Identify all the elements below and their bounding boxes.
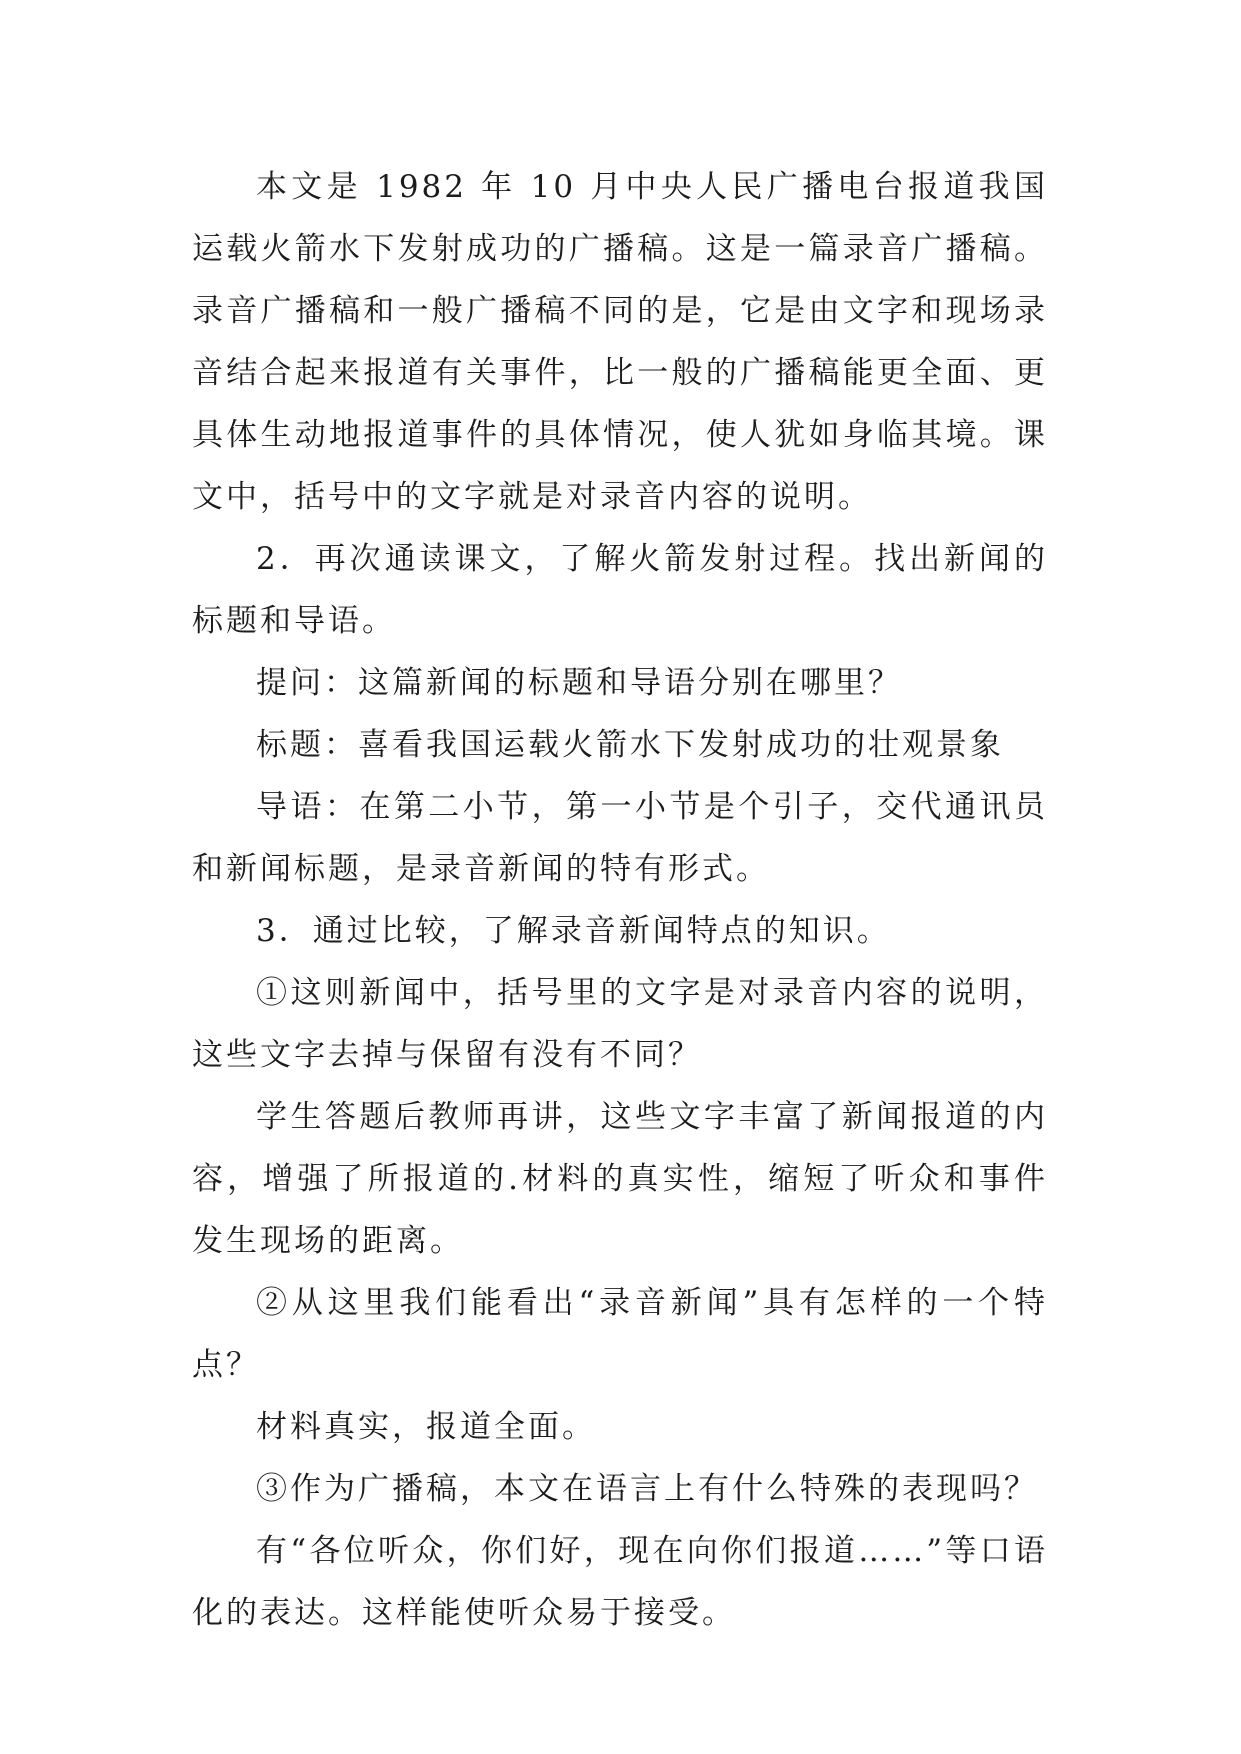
paragraph-lead: 导语：在第二小节，第一小节是个引子，交代通讯员和新闻标题，是录音新闻的特有形式。 (192, 789, 1048, 887)
paragraph-item-2: ②从这里我们能看出“录音新闻”具有怎样的一个特点？ (192, 1285, 1048, 1383)
paragraph-question: 提问：这篇新闻的标题和导语分别在哪里？ (256, 665, 902, 701)
paragraph-answer-2: 材料真实，报道全面。 (256, 1409, 596, 1445)
paragraph-step-2: 2．再次通读课文，了解火箭发射过程。找出新闻的标题和导语。 (192, 541, 1048, 639)
paragraph-item-3: ③作为广播稿，本文在语言上有什么特殊的表现吗？ (256, 1471, 1038, 1507)
document-body (192, 156, 1048, 1644)
paragraph-item-1: ①这则新闻中，括号里的文字是对录音内容的说明，这些文字去掉与保留有没有不同？ (192, 975, 1048, 1073)
paragraph-answer-3: 有“各位听众，你们好，现在向你们报道……”等口语化的表达。这样能使听众易于接受。 (192, 1533, 1048, 1631)
paragraph-intro: 本文是 1982 年 10 月中央人民广播电台报道我国运载火箭水下发射成功的广播稿。这是一篇录音广播稿。录音广播稿和一般广播稿不同的是，它是由文字和现场录音结合起来报道有关事件，比一般的广播稿能更全面、更具体生动地报道事件的具体情况，使人犹如身临其境。课文中，括号中的文字就是对录音内容的说明。 (192, 169, 1048, 515)
paragraph-step-3: 3．通过比较，了解录音新闻特点的知识。 (256, 913, 891, 949)
paragraph-answer-1: 学生答题后教师再讲，这些文字丰富了新闻报道的内容，增强了所报道的.材料的真实性，缩短了听众和事件发生现场的距离。 (192, 1099, 1048, 1259)
paragraph-title: 标题：喜看我国运载火箭水下发射成功的壮观景象 (256, 727, 1004, 763)
